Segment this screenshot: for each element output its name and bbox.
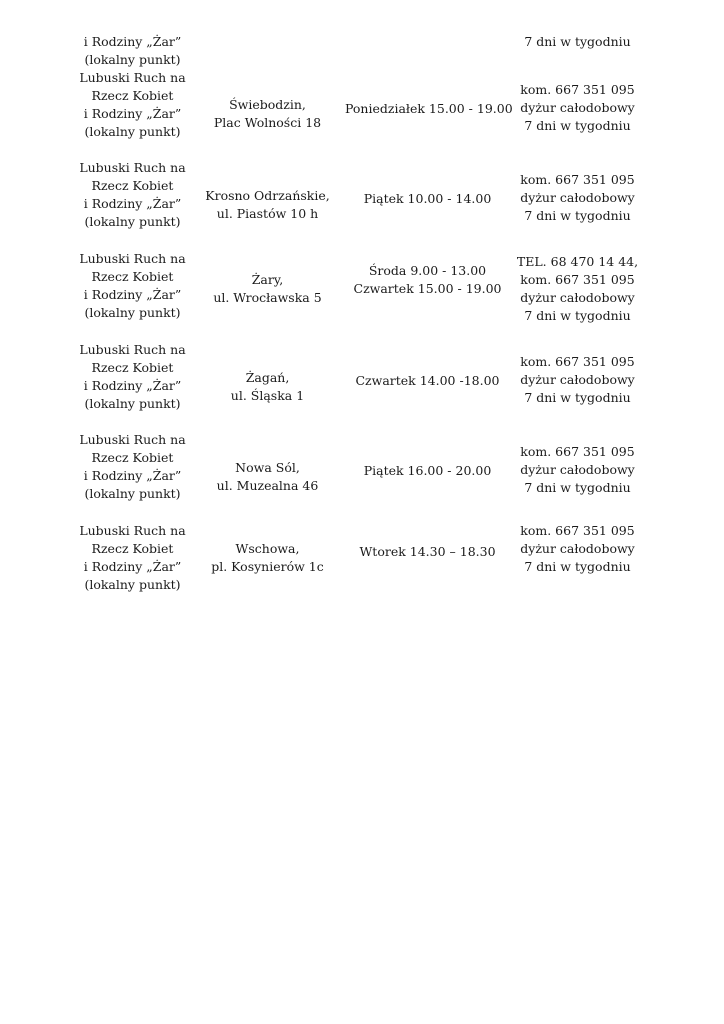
- address-line: ul. Muzealna 46: [216, 478, 319, 493]
- contact-line: dyżur całodobowy: [520, 541, 635, 556]
- contact-cell: [505, 171, 650, 225]
- org-line: (lokalny punkt): [84, 305, 181, 320]
- org-line: i Rodziny „Żar”: [83, 559, 182, 574]
- org-cell: [60, 69, 205, 141]
- org-line: (lokalny punkt): [84, 577, 181, 592]
- org-line: Rzecz Kobiet: [91, 269, 174, 284]
- org-line: i Rodziny „Żar”: [83, 106, 182, 121]
- org-line: (lokalny punkt): [84, 486, 181, 501]
- hours-line: Wtorek 14.30 – 18.30: [359, 544, 496, 559]
- org-line: Lubuski Ruch na: [79, 160, 186, 175]
- org-line: Lubuski Ruch na: [79, 251, 186, 266]
- address-line: pl. Kosynierów 1c: [211, 559, 324, 574]
- org-line: Rzecz Kobiet: [91, 450, 174, 465]
- org-line: i Rodziny „Żar”: [83, 468, 182, 483]
- org-line: Rzecz Kobiet: [91, 88, 174, 103]
- address-line: Świebodzin,: [229, 97, 306, 112]
- contact-cell: [505, 253, 650, 325]
- contact-line: kom. 667 351 095: [520, 82, 635, 97]
- hours-cell: [345, 262, 510, 298]
- address-line: ul. Piastów 10 h: [216, 206, 319, 221]
- hours-cell: [345, 100, 513, 118]
- contact-line: kom. 667 351 095: [520, 272, 635, 287]
- org-line: Lubuski Ruch na: [79, 432, 186, 447]
- org-line: Rzecz Kobiet: [91, 178, 174, 193]
- contact-cell: [505, 81, 650, 135]
- contact-line: 7 dni w tygodniu: [524, 308, 631, 323]
- org-line: i Rodziny „Żar”: [83, 378, 182, 393]
- org-line: Lubuski Ruch na: [79, 342, 186, 357]
- contact-line: 7 dni w tygodniu: [524, 208, 631, 223]
- hours-line: Czwartek 14.00 -18.00: [355, 373, 500, 388]
- contact-line: dyżur całodobowy: [520, 190, 635, 205]
- address-cell: [195, 369, 340, 405]
- contact-line: kom. 667 351 095: [520, 523, 635, 538]
- address-cell: [195, 271, 340, 307]
- org-line: Rzecz Kobiet: [91, 541, 174, 556]
- contact-cell: [505, 522, 650, 576]
- contact-line: kom. 667 351 095: [520, 444, 635, 459]
- address-cell: [195, 540, 340, 576]
- address-line: Krosno Odrzańskie,: [205, 188, 330, 203]
- hours-line: Środa 9.00 - 13.00: [368, 263, 487, 278]
- address-line: ul. Wrocławska 5: [213, 290, 322, 305]
- address-line: Nowa Sól,: [235, 460, 300, 475]
- contact-line: 7 dni w tygodniu: [524, 118, 631, 133]
- hours-cell: [345, 190, 510, 208]
- contact-line: 7 dni w tygodniu: [524, 559, 631, 574]
- org-cell: [60, 522, 205, 594]
- org-line: i Rodziny „Żar”: [83, 196, 182, 211]
- contact-line: dyżur całodobowy: [520, 290, 635, 305]
- contact-line: 7 dni w tygodniu: [524, 480, 631, 495]
- hours-cell: [345, 543, 510, 561]
- org-line: Lubuski Ruch na: [79, 523, 186, 538]
- address-line: Żagań,: [245, 370, 290, 385]
- org-cell-fragment: [60, 33, 205, 69]
- org-cell: [60, 341, 205, 413]
- hours-line: Piątek 10.00 - 14.00: [363, 191, 492, 206]
- hours-cell: [345, 462, 510, 480]
- org-cell: [60, 431, 205, 503]
- hours-line: Piątek 16.00 - 20.00: [363, 463, 492, 478]
- address-cell: [195, 187, 340, 223]
- address-cell: [195, 96, 340, 132]
- contact-line: dyżur całodobowy: [520, 100, 635, 115]
- org-line: (lokalny punkt): [84, 124, 181, 139]
- org-line: (lokalny punkt): [84, 52, 181, 67]
- org-line: Rzecz Kobiet: [91, 360, 174, 375]
- contact-cell-fragment: [505, 33, 650, 51]
- address-line: Żary,: [251, 272, 284, 287]
- address-line: Plac Wolności 18: [213, 115, 322, 130]
- contact-line: TEL. 68 470 14 44,: [516, 254, 639, 269]
- org-line: i Rodziny „Żar”: [83, 34, 182, 49]
- contact-line: 7 dni w tygodniu: [524, 34, 631, 49]
- hours-line: Czwartek 15.00 - 19.00: [353, 281, 502, 296]
- contact-line: kom. 667 351 095: [520, 172, 635, 187]
- contact-line: dyżur całodobowy: [520, 372, 635, 387]
- contact-line: 7 dni w tygodniu: [524, 390, 631, 405]
- org-line: i Rodziny „Żar”: [83, 287, 182, 302]
- contact-line: kom. 667 351 095: [520, 354, 635, 369]
- org-line: (lokalny punkt): [84, 214, 181, 229]
- hours-cell: [345, 372, 510, 390]
- contact-line: dyżur całodobowy: [520, 462, 635, 477]
- org-line: (lokalny punkt): [84, 396, 181, 411]
- hours-line: Poniedziałek 15.00 - 19.00: [345, 101, 513, 116]
- address-line: Wschowa,: [235, 541, 300, 556]
- address-line: ul. Śląska 1: [230, 388, 305, 403]
- address-cell: [195, 459, 340, 495]
- org-cell: [60, 250, 205, 322]
- contact-cell: [505, 443, 650, 497]
- contact-cell: [505, 353, 650, 407]
- org-cell: [60, 159, 205, 231]
- org-line: Lubuski Ruch na: [79, 70, 186, 85]
